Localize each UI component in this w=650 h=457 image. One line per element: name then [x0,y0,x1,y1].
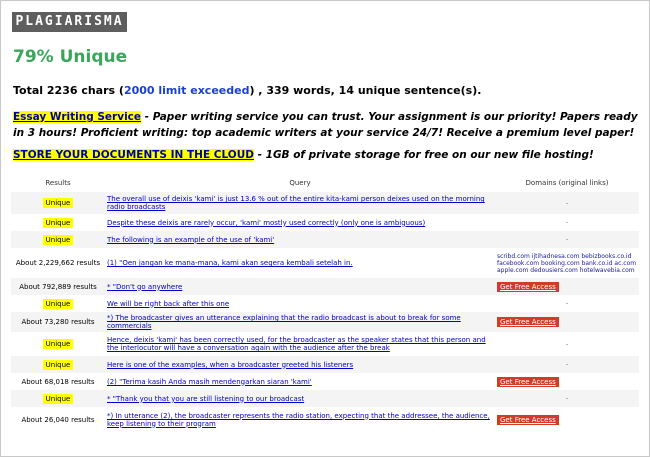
query-cell [105,373,495,390]
table-row [11,356,639,373]
result-count: About 68,018 results [21,377,95,386]
header-results: Results [45,178,71,187]
domain-cell [495,214,639,231]
get-free-access-button[interactable]: Get Free Access [497,282,559,292]
query-link[interactable]: Here is one of the examples, when a broadcaster greeted his listeners [107,360,354,369]
query-cell [105,312,495,332]
query-link[interactable]: Hence, deixis 'kami' has been correctly used, for the broadcaster as the speaker states that this person and the interlocutor will have a conversation again with the audience after the break [107,336,486,352]
get-free-access-button[interactable]: Get Free Access [497,415,559,425]
query-cell [105,295,495,312]
promo-essay-link[interactable]: Essay Writing Service [13,111,142,123]
get-free-access-button[interactable]: Get Free Access [497,317,559,327]
result-cell [11,373,105,390]
table-row [11,278,639,295]
no-domain-dash: - [565,236,569,243]
table-row [11,390,639,407]
result-count: About 2,229,662 results [15,259,101,267]
no-domain-dash: - [565,300,569,307]
promo-cloud-link[interactable]: STORE YOUR DOCUMENTS IN THE CLOUD [13,149,254,161]
domain-cell [495,231,639,248]
query-cell [105,390,495,407]
result-cell [11,278,105,295]
domain-cell [495,192,639,214]
no-domain-dash: - [565,199,569,207]
summary-prefix: Total 2236 chars ( [13,84,124,97]
unique-badge: Unique [43,299,74,309]
domain-cell [495,312,639,332]
get-free-access-button[interactable]: Get Free Access [497,377,559,387]
query-cell [105,248,495,278]
table-row [11,231,639,248]
result-cell [11,231,105,248]
limit-exceeded-link[interactable]: 2000 limit exceeded [123,84,250,97]
result-cell [11,332,105,356]
table-row [11,407,639,432]
unique-badge: Unique [43,360,74,370]
unique-badge: Unique [43,235,74,245]
uniqueness-score: 79% Unique [13,47,128,67]
domain-cell [495,373,639,390]
query-link[interactable]: The following is an example of the use of 'kami' [107,235,275,244]
query-cell [105,214,495,231]
result-cell [11,390,105,407]
no-domain-dash: - [565,219,569,226]
query-cell [105,192,495,214]
result-cell [11,214,105,231]
header-domains: Domains (original links) [525,178,609,187]
unique-badge: Unique [43,394,74,404]
query-link[interactable]: * "Don't go anywhere [107,282,183,291]
query-link[interactable]: (1) "Oen jangan ke mana-mana, kami akan segera kembali setelah in. [107,259,353,267]
result-cell [11,312,105,332]
query-cell [105,278,495,295]
query-cell [105,231,495,248]
domain-links[interactable]: scribd.com ijtihadnesa.com bebizbooks.co.id facebook.com booking.com bank.co.id ac.com apple.com dedousiers.com hotelwavebia.com [497,252,637,274]
query-cell [105,332,495,356]
query-link[interactable]: Despite these deixis are rarely occur, 'kami' mostly used correctly (only one is ambiguous) [107,218,426,227]
query-cell [105,407,495,432]
domain-cell [495,407,639,432]
promo-essay [13,109,643,141]
result-cell [11,356,105,373]
query-link[interactable]: The overall use of deixis 'kami' is just 13.6 % out of the entire kita-kami person deixes used on the morning radio broadcasts [107,195,485,211]
table-row [11,332,639,356]
header-query: Query [289,178,311,187]
table-row [11,214,639,231]
table-row [11,373,639,390]
result-cell [11,407,105,432]
domain-cell [495,356,639,373]
table-row [11,312,639,332]
domain-cell [495,278,639,295]
result-cell [11,295,105,312]
domain-cell [495,332,639,356]
result-count: About 792,889 results [19,282,97,291]
table-row [11,248,639,278]
result-cell [11,248,105,278]
query-link[interactable]: * "Thank you that you are still listening to our broadcast [107,394,305,403]
query-link[interactable]: *) In utterance (2), the broadcaster represents the radio station, expecting that the addressee, the audience, keep listening to their program [107,411,490,428]
promo-cloud-text: - 1GB of private storage for free on our new file hosting! [253,149,594,161]
summary-suffix: ) , 339 words, 14 unique sentence(s). [249,84,482,97]
results-body [11,192,639,432]
unique-badge: Unique [43,198,74,208]
no-domain-dash: - [565,361,569,368]
unique-badge: Unique [43,339,74,349]
domain-cell [495,295,639,312]
table-row [11,192,639,214]
table-row [11,295,639,312]
promo-cloud [13,147,643,163]
domain-cell [495,248,639,278]
query-cell [105,356,495,373]
result-count: About 73,280 results [21,318,95,326]
query-link[interactable]: (2) "Terima kasih Anda masih mendengarkan siaran 'kami' [107,377,312,386]
table-header-row [11,173,639,192]
query-link[interactable]: *) The broadcaster gives an utterance explaining that the radio broadcast is about to break for some commercials [107,314,461,330]
promo-essay-text: - Paper writing service you can trust. Your assignment is our priority! Papers ready in 3 hours! Proficient writing: top academic writers at your service 24/7! Receive a premium level paper! [13,111,638,139]
no-domain-dash: - [565,340,569,348]
query-link[interactable]: We will be right back after this one [107,299,230,308]
results-table [11,173,639,432]
plagiarisma-logo[interactable]: PLAGIARISMA [12,12,127,32]
result-count: About 26,040 results [21,415,95,424]
domain-cell [495,390,639,407]
no-domain-dash: - [565,395,569,402]
result-cell [11,192,105,214]
text-summary [13,84,481,97]
unique-badge: Unique [43,218,74,228]
